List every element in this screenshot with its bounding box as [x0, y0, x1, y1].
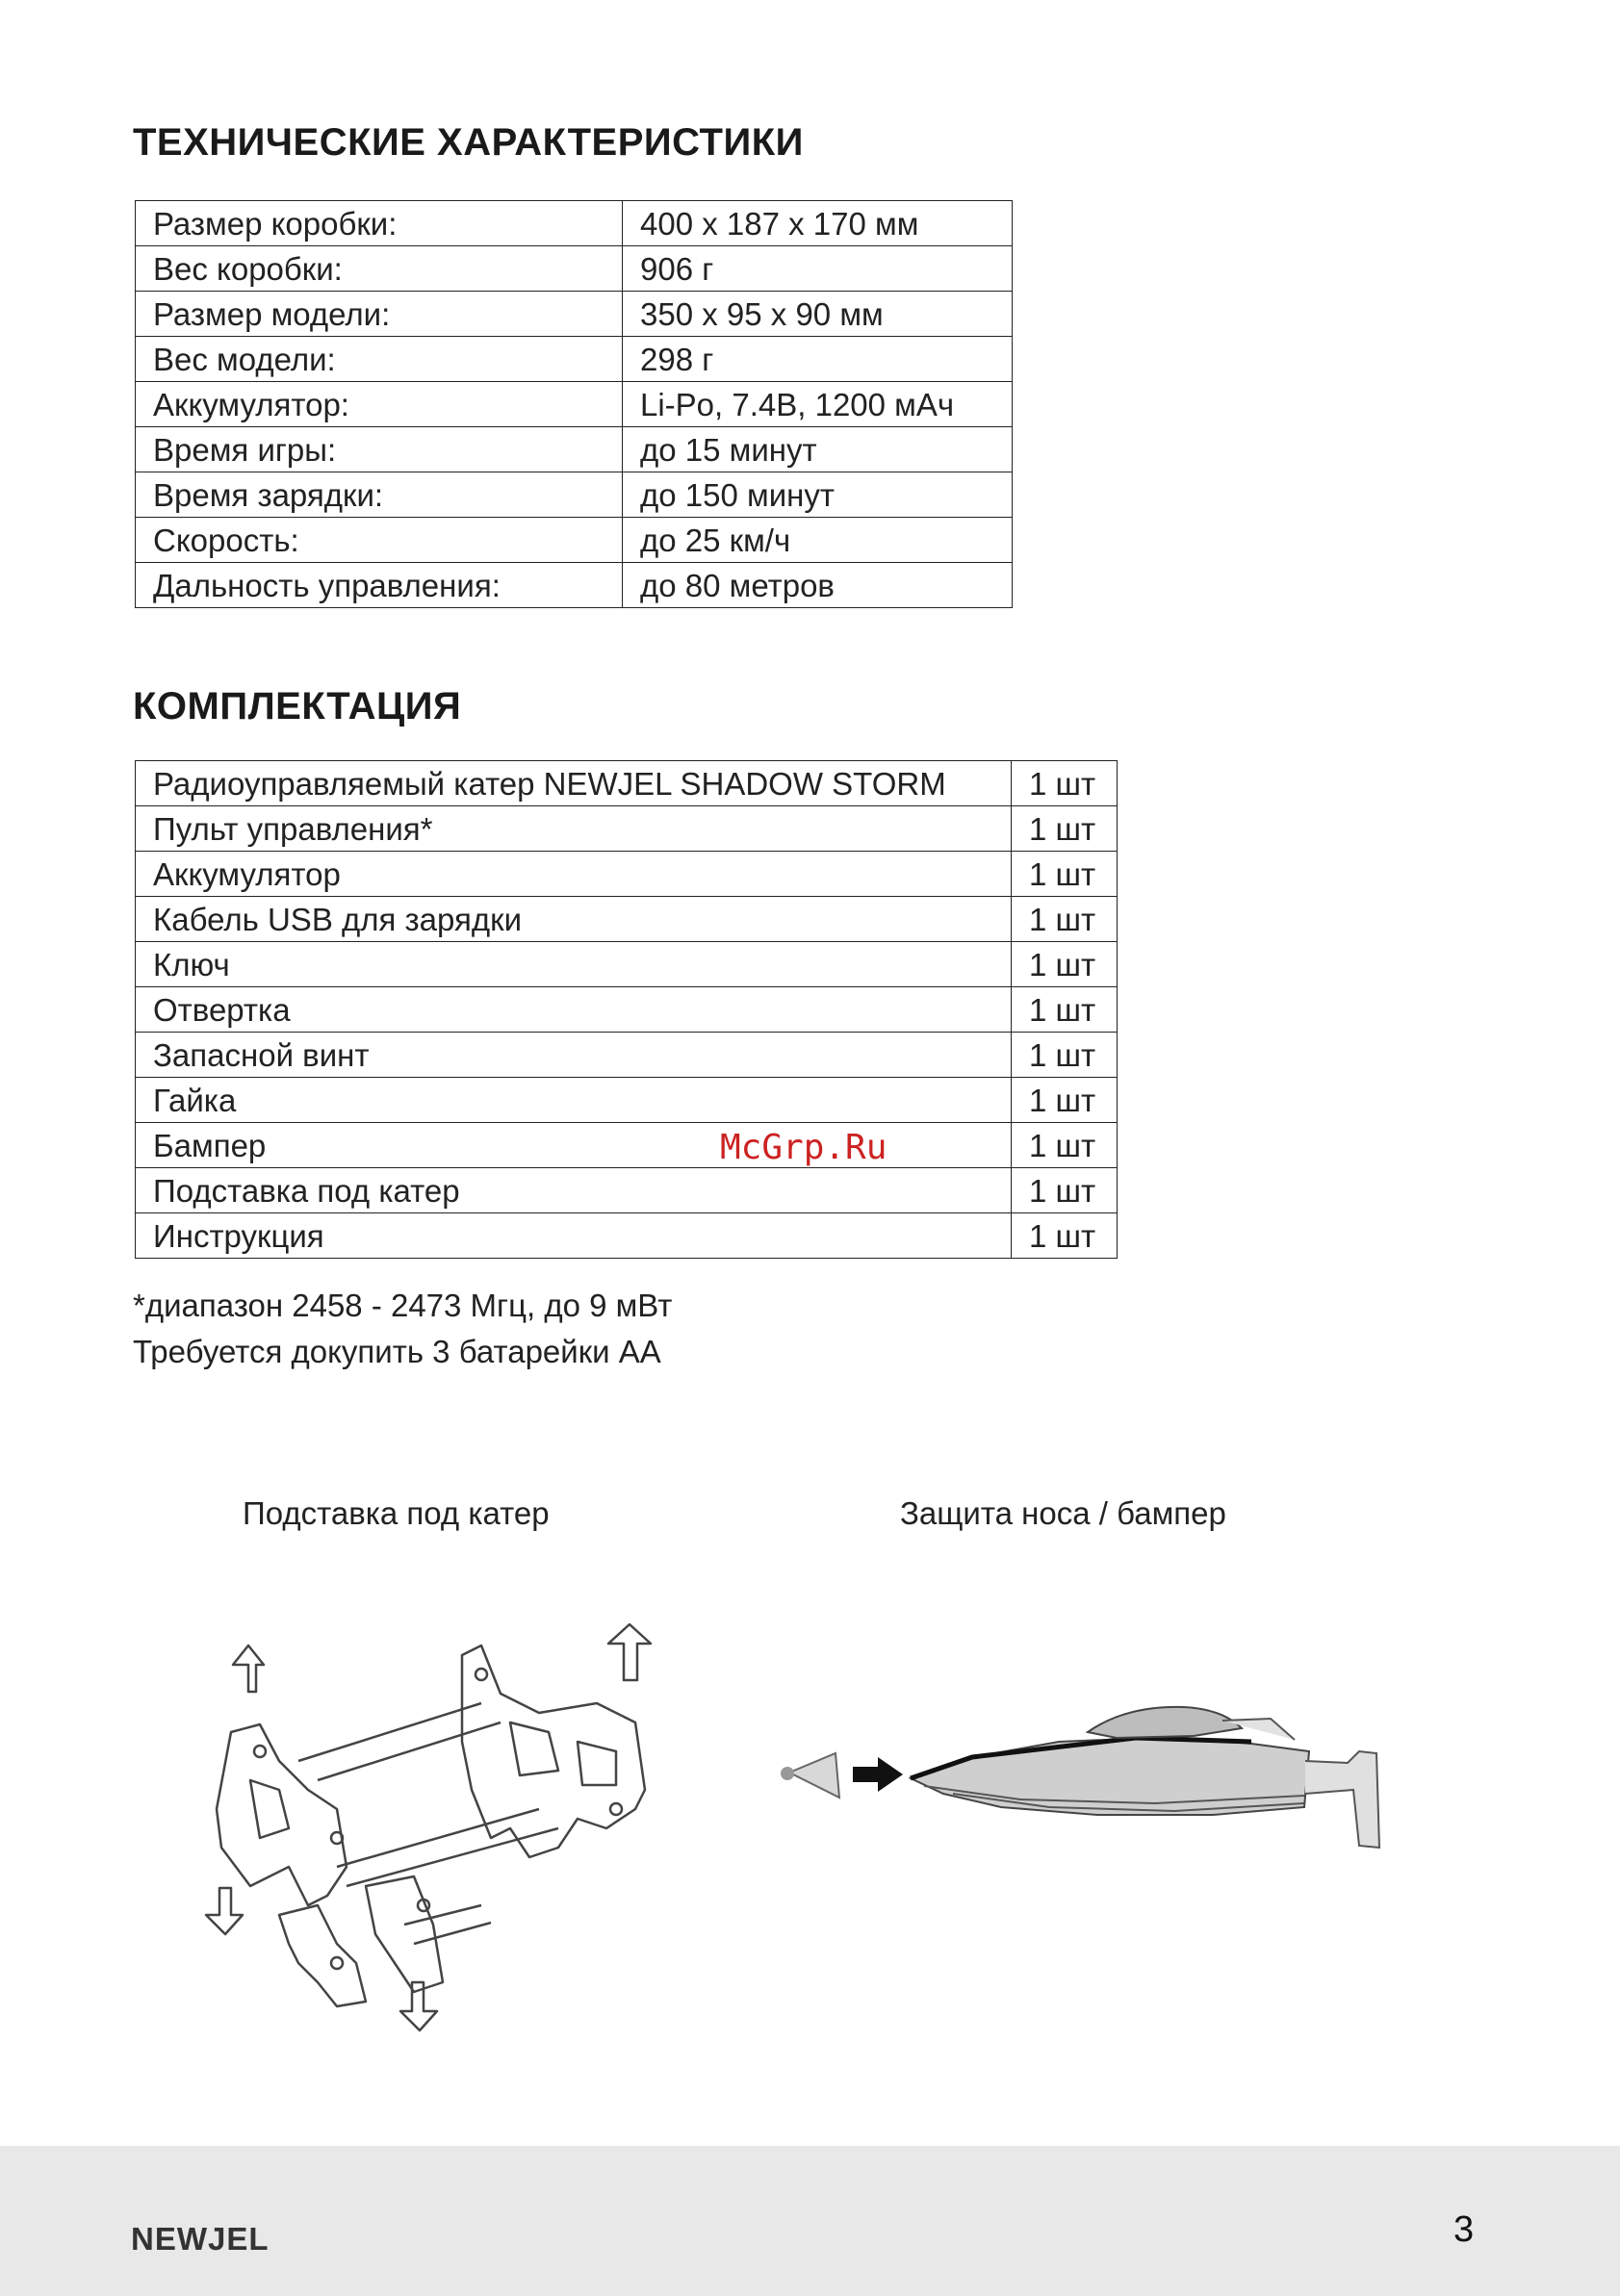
arrow-up-icon	[233, 1645, 264, 1692]
spec-value: 298 г	[623, 337, 1013, 382]
kit-heading: КОМПЛЕКТАЦИЯ	[133, 685, 462, 727]
kit-item: Отвертка	[136, 987, 1012, 1033]
kit-qty: 1 шт	[1012, 1213, 1118, 1259]
spec-value: 350 x 95 x 90 мм	[623, 292, 1013, 337]
kit-row	[136, 942, 1118, 987]
kit-row	[136, 1213, 1118, 1259]
kit-item: Ключ	[136, 942, 1012, 987]
kit-row	[136, 897, 1118, 942]
spec-label: Размер коробки:	[136, 201, 623, 246]
kit-qty: 1 шт	[1012, 897, 1118, 942]
kit-qty: 1 шт	[1012, 806, 1118, 852]
kit-row	[136, 806, 1118, 852]
spec-row	[136, 292, 1013, 337]
kit-row	[136, 761, 1118, 806]
spec-row	[136, 337, 1013, 382]
spec-row	[136, 563, 1013, 608]
kit-row	[136, 1033, 1118, 1078]
footnote-batteries: Требуется докупить 3 батарейки AA	[133, 1334, 661, 1369]
spec-row	[136, 472, 1013, 518]
stand-caption: Подставка под катер	[243, 1495, 550, 1531]
kit-qty: 1 шт	[1012, 987, 1118, 1033]
kit-item: Кабель USB для зарядки	[136, 897, 1012, 942]
bumper-caption: Защита носа / бампер	[900, 1495, 1226, 1531]
spec-value: до 80 метров	[623, 563, 1013, 608]
brand-name: NEWJEL	[131, 2221, 270, 2257]
spec-label: Время зарядки:	[136, 472, 623, 518]
spec-value: до 150 минут	[623, 472, 1013, 518]
spec-label: Вес модели:	[136, 337, 623, 382]
kit-qty: 1 шт	[1012, 852, 1118, 897]
bumper-part	[781, 1753, 839, 1798]
kit-row	[136, 852, 1118, 897]
kit-qty: 1 шт	[1012, 761, 1118, 806]
arrow-down-icon	[206, 1888, 243, 1934]
specs-heading: ТЕХНИЧЕСКИЕ ХАРАКТЕРИСТИКИ	[133, 121, 804, 164]
spec-row	[136, 382, 1013, 427]
spec-row	[136, 201, 1013, 246]
boat-hull	[911, 1707, 1379, 1848]
kit-item: Пульт управления*	[136, 806, 1012, 852]
spec-value: Li-Po, 7.4В, 1200 мАч	[623, 382, 1013, 427]
arrow-right-icon	[853, 1757, 903, 1792]
spec-row	[136, 518, 1013, 563]
kit-qty: 1 шт	[1012, 1078, 1118, 1123]
kit-qty: 1 шт	[1012, 1168, 1118, 1213]
footnote-range: *диапазон 2458 - 2473 Мгц, до 9 мВт	[133, 1288, 673, 1323]
spec-label: Время игры:	[136, 427, 623, 472]
spec-value: до 15 минут	[623, 427, 1013, 472]
kit-item: Аккумулятор	[136, 852, 1012, 897]
spec-label: Дальность управления:	[136, 563, 623, 608]
kit-item: Подставка под катер	[136, 1168, 1012, 1213]
kit-qty: 1 шт	[1012, 1123, 1118, 1168]
boat-bumper-illustration	[770, 1694, 1396, 1867]
kit-qty: 1 шт	[1012, 1033, 1118, 1078]
kit-item: Радиоуправляемый катер NEWJEL SHADOW STORM	[136, 761, 1012, 806]
kit-qty: 1 шт	[1012, 942, 1118, 987]
spec-value: до 25 км/ч	[623, 518, 1013, 563]
specs-table	[135, 200, 1013, 608]
kit-item: Гайка	[136, 1078, 1012, 1123]
kit-item: Запасной винт	[136, 1033, 1012, 1078]
spec-value: 906 г	[623, 246, 1013, 292]
kit-row	[136, 987, 1118, 1033]
arrow-up-icon	[608, 1624, 651, 1680]
spec-row	[136, 246, 1013, 292]
page-number: 3	[1453, 2209, 1475, 2250]
spec-value: 400 x 187 x 170 мм	[623, 201, 1013, 246]
watermark: McGrp.Ru	[720, 1128, 887, 1167]
kit-row	[136, 1168, 1118, 1213]
kit-row	[136, 1078, 1118, 1123]
spec-label: Аккумулятор:	[136, 382, 623, 427]
kit-item: Инструкция	[136, 1213, 1012, 1259]
kit-item: Бампер	[136, 1123, 1012, 1168]
spec-label: Вес коробки:	[136, 246, 623, 292]
spec-label: Размер модели:	[136, 292, 623, 337]
spec-label: Скорость:	[136, 518, 623, 563]
spec-row	[136, 427, 1013, 472]
boat-stand-illustration	[193, 1617, 693, 2040]
kit-table	[135, 760, 1118, 1259]
kit-row	[136, 1123, 1118, 1168]
